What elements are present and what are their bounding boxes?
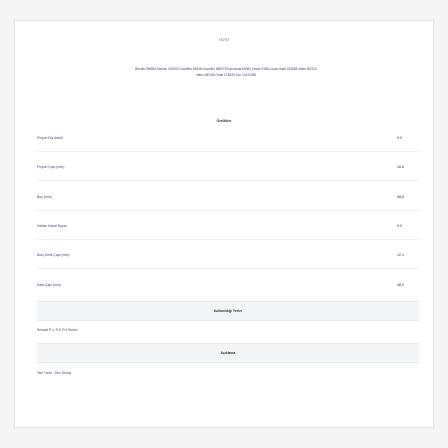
- spec-value: 28.8: [397, 165, 404, 169]
- product-sheet: [14, 20, 434, 428]
- spec-row-pinion-diameter: [37, 165, 419, 173]
- spec-label: Boy (mm): [37, 195, 52, 199]
- cross-reference-description: [81, 66, 371, 78]
- row-divider: [37, 210, 419, 211]
- spec-row-bushing-bore: [37, 253, 419, 261]
- product-code: 76707: [218, 38, 230, 42]
- spec-row-teeth: [37, 136, 419, 144]
- usage-header: [37, 301, 419, 321]
- row-divider: [37, 268, 419, 269]
- row-divider: [37, 151, 419, 152]
- explanation-text: Tam Freze - Ters Dönüş: [37, 371, 71, 375]
- usage-text: Renault R 4, R 5, R 6 Rodeo: [37, 328, 78, 332]
- spec-value: 58.5: [397, 195, 404, 199]
- cross-reference-line-1: Bendix 289862 Bendix 302903 Ducellier 89048 Ducellier 689378 Kaloocsia 80084 Lester 9185 Lucas Indel 223585 Valeo NE224: [135, 67, 317, 71]
- row-divider: [37, 239, 419, 240]
- spec-label: Burç Delik Çapı (mm): [37, 253, 70, 257]
- spec-value: 9.0: [397, 136, 402, 140]
- spec-label: Helisin Kanal Sayısı: [37, 224, 68, 228]
- specs-title: Özellikler: [216, 119, 232, 123]
- spec-row-head-diameter: [37, 283, 419, 291]
- explanation-header: [37, 343, 419, 363]
- spec-label: Kafa Çapı (mm): [37, 283, 61, 287]
- spec-row-length: [37, 195, 419, 203]
- spec-value: 9.0: [397, 224, 402, 228]
- row-divider: [37, 180, 419, 181]
- spec-value: 48.0: [397, 283, 404, 287]
- explanation-title: Açıklama: [220, 351, 236, 355]
- usage-title: Kullanıldığı Yerler: [213, 309, 243, 313]
- cross-reference-line-2: Valeo NE206 Omar 074826 Zen 10102480: [195, 73, 257, 77]
- spec-label: Pinyon Çapı (mm): [37, 165, 65, 169]
- spec-value: 12.1: [397, 253, 404, 257]
- spec-label: Pinyon Diş Adedi: [37, 136, 63, 140]
- spec-row-helix-channels: [37, 224, 419, 232]
